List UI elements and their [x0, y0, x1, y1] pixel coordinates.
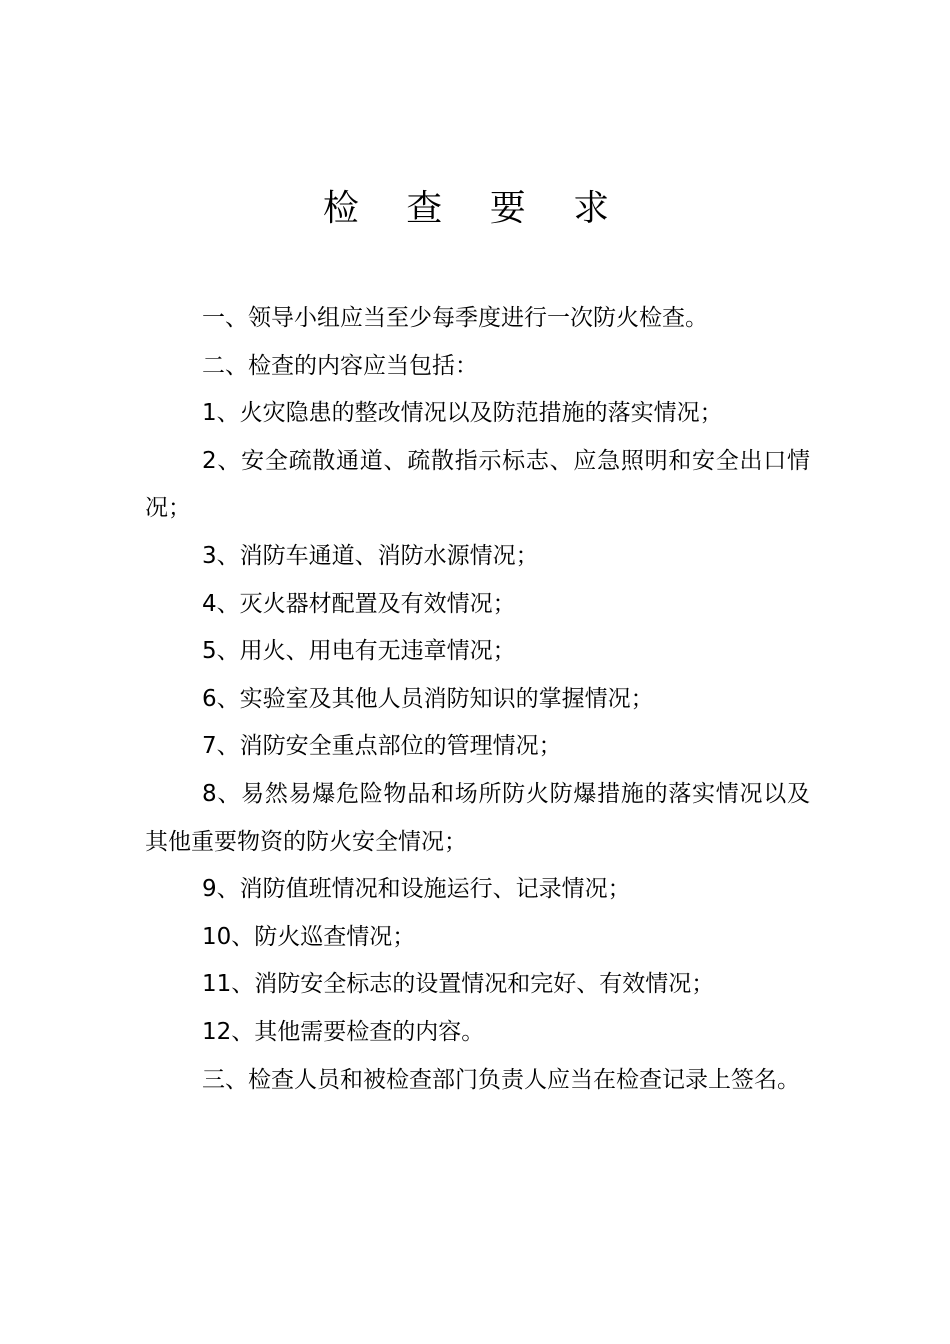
list-item-1: 1、火灾隐患的整改情况以及防范措施的落实情况； [202, 400, 723, 427]
list-item-5: 5、用火、用电有无违章情况； [202, 638, 516, 665]
page-title: 检 查 要 求 [322, 188, 628, 229]
list-item-7: 7、消防安全重点部位的管理情况； [202, 733, 562, 760]
paragraph-1: 一、领导小组应当至少每季度进行一次防火检查。 [202, 305, 708, 331]
list-item-3: 3、消防车通道、消防水源情况； [202, 542, 539, 569]
list-item-2: 2、安全疏散通道、疏散指示标志、应急照明和安全出口情况； [145, 447, 810, 522]
list-item-12: 12、其他需要检查的内容。 [202, 1018, 485, 1045]
list-item-6: 6、实验室及其他人员消防知识的掌握情况； [202, 685, 654, 712]
list-item-10: 10、防火巡查情况； [202, 923, 416, 950]
list-item-9: 9、消防值班情况和设施运行、记录情况； [202, 876, 631, 903]
list-item-8: 8、易然易爆危险物品和场所防火防爆措施的落实情况以及其他重要物资的防火安全情况； [145, 780, 810, 855]
document-body [145, 295, 810, 1104]
paragraph-3: 三、检查人员和被检查部门负责人应当在检查记录上签名。 [202, 1066, 800, 1093]
paragraph-2: 二、检查的内容应当包括： [202, 352, 478, 379]
list-item-4: 4、灭火器材配置及有效情况； [202, 590, 516, 617]
list-item-11: 11、消防安全标志的设置情况和完好、有效情况； [202, 971, 715, 998]
